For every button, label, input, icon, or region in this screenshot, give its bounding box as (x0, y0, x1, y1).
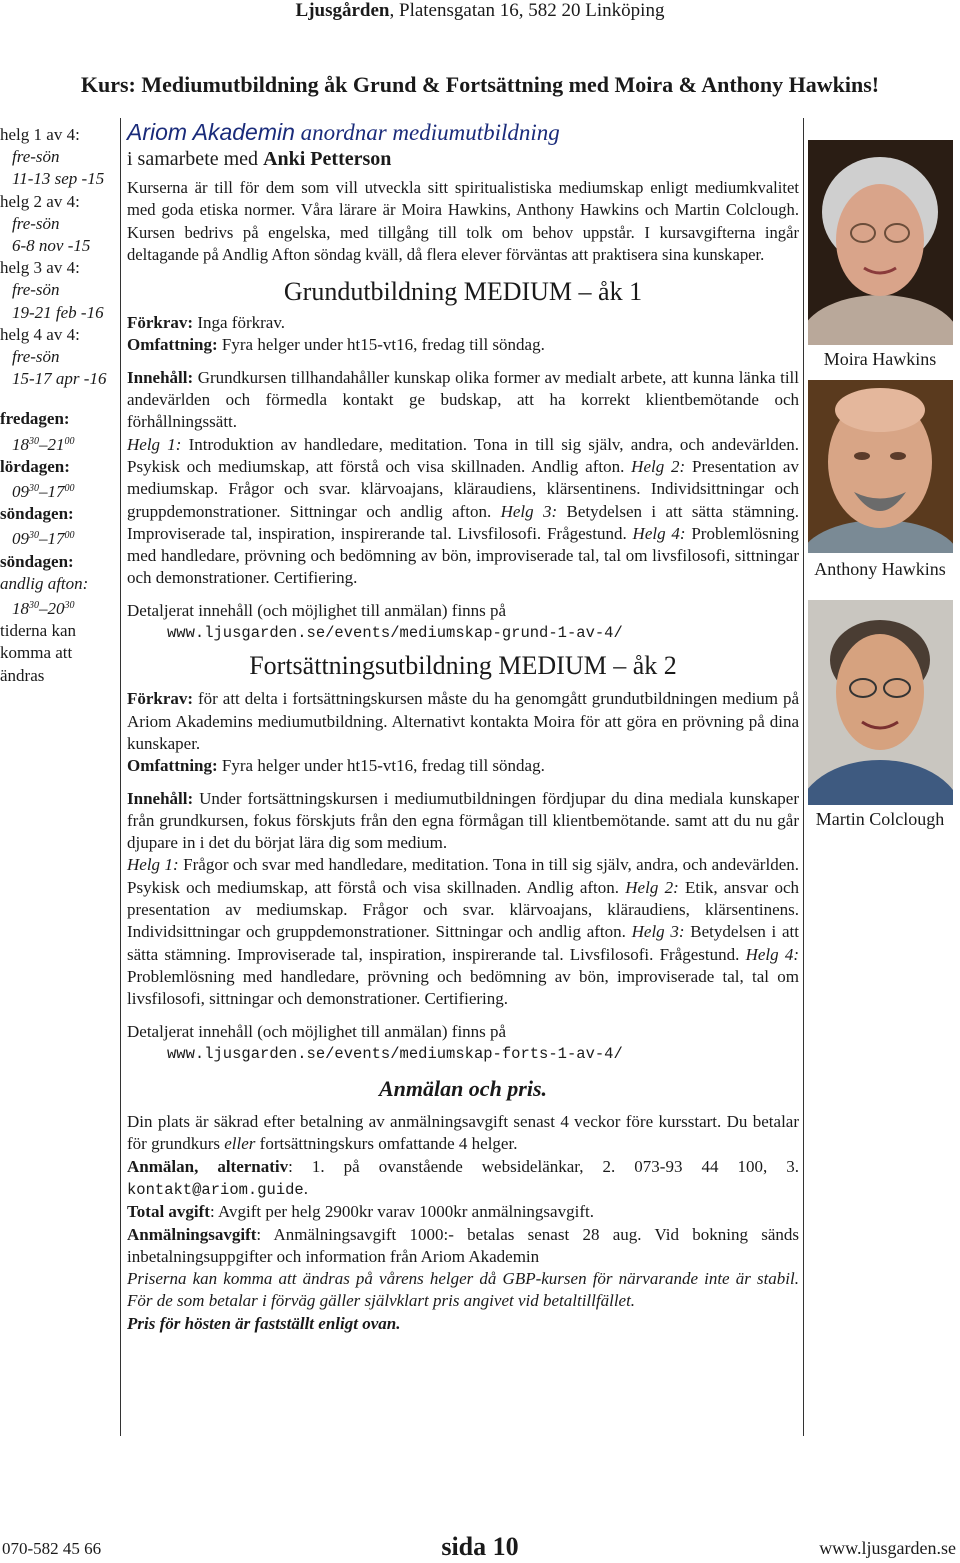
pris-notice-bold: Pris för hösten är fastställt enligt ovan. (127, 1313, 401, 1333)
page-number: sida 10 (441, 1532, 519, 1561)
course-title: Kurs: Mediumutbildning åk Grund & Fortsättning med Moira & Anthony Hawkins! (80, 72, 880, 97)
weekend-dates: 19-21 feb -16 (12, 302, 104, 322)
divider-left (120, 118, 121, 1436)
forts-forkrav: Förkrav: för att delta i fortsättningskursen måste du ha genomgått grundutbildningen medium på Ariom Akademins mediumutbildning. Alternativt kontakta Moira för att göra en prövning på dina kunskaper. (127, 689, 799, 753)
time-sunday-evening (0, 551, 118, 621)
contact-email[interactable]: kontakt@ariom.guide (127, 1180, 304, 1199)
schedule-note: tiderna kan komma att ändras (0, 621, 76, 685)
org-line (127, 118, 799, 147)
pris-anmalningsavgift: Anmälningsavgift: Anmälningsavgift 1000:- betalas senast 28 aug. Vid bokning sänds inbetalningsuppgifter och information från Ariom Akademin (127, 1224, 799, 1266)
collab-name: Anki Petterson (263, 148, 392, 170)
time-label: fredagen: (0, 409, 70, 429)
weekend-days: fre-sön (12, 147, 60, 167)
grund-helgs: Helg 1: Introduktion av handledare, meditation. Tona in till sig själv, andra, och andevärlden. Psykisk och mediumskap, att förstå och visa skillnaden. Andlig afton. Helg 2: Presentation av mediumskap. Frågor och svar. klärvoajans, kläraudiens, klärsentinens. Individsittningar och gruppdemonstrationer. Sittningar och andlig afton. Helg 3: Betydelsen i att sätta stämning. Improviserade tal, inspiration, inspirerande tal. Livsfilosofi. Frågestund. Helg 4: Problemlösning med handledare, prövning och bedömning av bön, improviserade tal, tal om livsfilosofi, sittningar och demonstrationer. Certifiering. (127, 434, 800, 588)
forts-link[interactable]: www.ljusgarden.se/events/mediumskap-forts-1-av-4/ (167, 1044, 623, 1063)
weekend-label: helg 2 av 4: (0, 191, 80, 211)
time-label: söndagen: (0, 504, 74, 524)
time-label: söndagen: (0, 551, 74, 571)
time-friday (0, 408, 118, 455)
weekend-days: fre-sön (12, 347, 60, 367)
weekend-dates: 6-8 nov -15 (12, 236, 91, 256)
weekend-1 (0, 124, 118, 191)
forts-heading: Fortsättningsutbildning MEDIUM – åk 2 (249, 651, 677, 681)
header-place: Ljusgården (295, 0, 390, 21)
collab-line: i samarbete med Anki Petterson (127, 148, 392, 170)
time-label: lördagen: (0, 456, 70, 476)
grund-innehall: Innehåll: Grundkursen tillhandahåller kunskap olika former av medialt arbete, att kunna länka till andevärlden och förmedla kontakt ge budskap, att ha korrekt klientbemötande och förhållningssätt. (127, 367, 799, 432)
time-saturday (0, 456, 118, 503)
weekend-3 (0, 257, 118, 324)
footer-website[interactable]: www.ljusgarden.se (819, 1538, 956, 1558)
pris-total: Total avgift: Avgift per helg 2900kr varav 1000kr anmälningsavgift. (127, 1202, 594, 1222)
forts-detail: Detaljerat innehåll (och möjlighet till anmälan) finns på (127, 1021, 507, 1041)
andlig-afton-label: andlig afton: (0, 573, 89, 593)
ariom-logo: Ariom Akademin (127, 119, 295, 145)
time-range: $09^{30}-17^{00}$ (12, 529, 75, 549)
caption-moira: Moira Hawkins (823, 349, 937, 369)
forts-innehall: Innehåll: Under fortsättningskursen i mediumutbildningen fördjupar du dina mediala kunskaper från grundkursen, fokus förskjuts från den egna förmågan till klientbemötande. samt att du nu går djupare in i det du börjat lära dig som medium. (127, 788, 799, 853)
time-range: $18^{30}-21^{00}$ (12, 434, 75, 454)
grund-omfattning: Omfattning: Fyra helger under ht15-vt16, fredag till söndag. (127, 335, 545, 355)
weekend-dates: 15-17 apr -16 (12, 369, 107, 389)
weekend-label: helg 4 av 4: (0, 324, 80, 344)
portrait-man-bald-icon (808, 380, 953, 553)
portrait-man-glasses-icon (808, 600, 953, 805)
weekend-days: fre-sön (12, 213, 60, 233)
time-sunday (0, 503, 118, 550)
intro-text: Kurserna är till för dem som vill utveckla sitt spiritualistiska mediumskap enligt mediumkvalitet med goda etiska normer. Våra lärare är Moira Hawkins, Anthony Hawkins och Martin Colclough. Kursen bedrivs på engelska, med tillgång till tolk om behov uppstår. I kursavgifterna ingår deltagande på Andlig Afton söndag kväll, då flera elever förväntas att praktisera sina kunskaper. (127, 178, 799, 264)
pris-anmalan: Anmälan, alternativ: 1. på ovanstående websidelänkar, 2. 073-93 44 100, 3. kontakt@ariom.guide. (127, 1156, 799, 1199)
main-content (127, 118, 799, 1335)
weekend-2 (0, 191, 118, 258)
time-range: $18^{30}-20^{30}$ (12, 599, 75, 619)
grund-detail: Detaljerat innehåll (och möjlighet till anmälan) finns på (127, 600, 507, 620)
weekend-label: helg 1 av 4: (0, 125, 80, 144)
org-tagline: anordnar mediumutbildning (294, 120, 560, 145)
weekend-dates: 11-13 sep -15 (12, 169, 105, 189)
pris-intro: Din plats är säkrad efter betalning av anmälningsavgift senast 4 veckor före kursstart. Du betalar för grundkurs eller fortsättningskurs omfattande 4 helger. (127, 1112, 799, 1154)
caption-martin: Martin Colclough (815, 809, 945, 829)
grund-link[interactable]: www.ljusgarden.se/events/mediumskap-grund-1-av-4/ (167, 624, 623, 643)
footer-phone: 070-582 45 66 (2, 1539, 102, 1558)
divider-right (803, 118, 804, 1436)
caption-anthony: Anthony Hawkins (814, 559, 946, 579)
schedule-column (0, 124, 118, 687)
weekend-days: fre-sön (12, 280, 60, 300)
forts-omfattning: Omfattning: Fyra helger under ht15-vt16, fredag till söndag. (127, 756, 545, 776)
time-range: $09^{30}-17^{00}$ (12, 482, 75, 502)
grund-heading: Grundutbildning MEDIUM – åk 1 (283, 277, 643, 307)
weekend-4 (0, 324, 118, 391)
page-footer (0, 1532, 960, 1562)
weekend-label: helg 3 av 4: (0, 258, 80, 278)
pris-notice: Priserna kan komma att ändras på vårens helger då GBP-kursen för närvarande inte är stabil. För de som betalar i förväg gäller självklart pris angivet vid betaltillfället. (127, 1269, 799, 1311)
forts-helgs: Helg 1: Frågor och svar med handledare, meditation. Tona in till sig själv, andra, och andevärlden. Psykisk och mediumskap, att förstå och visa skillnaden. Andlig afton. Helg 2: Etik, ansvar och presentation av mediumskap. Frågor och svar. klärvoajans, kläraudiens, klärsentinens. Individsittningar och gruppdemonstrationer. Sittningar och andlig afton. Helg 3: Betydelsen i att sätta stämning. Improviserade tal, inspiration, inspirerande tal. Livsfilosofi. Frågestund. Helg 4: Problemlösning med handledare, prövning och bedömning av bön, improviserade tal, tal om livsfilosofi, sittningar och demonstrationer. Certifiering. (127, 855, 799, 1009)
grund-forkrav: Förkrav: Inga förkrav. (127, 313, 285, 333)
portrait-woman-icon (808, 140, 953, 345)
header-address: , Platensgatan 16, 582 20 Linköping (389, 0, 665, 21)
pris-heading: Anmälan och pris. (378, 1076, 548, 1102)
page-header (0, 0, 960, 22)
